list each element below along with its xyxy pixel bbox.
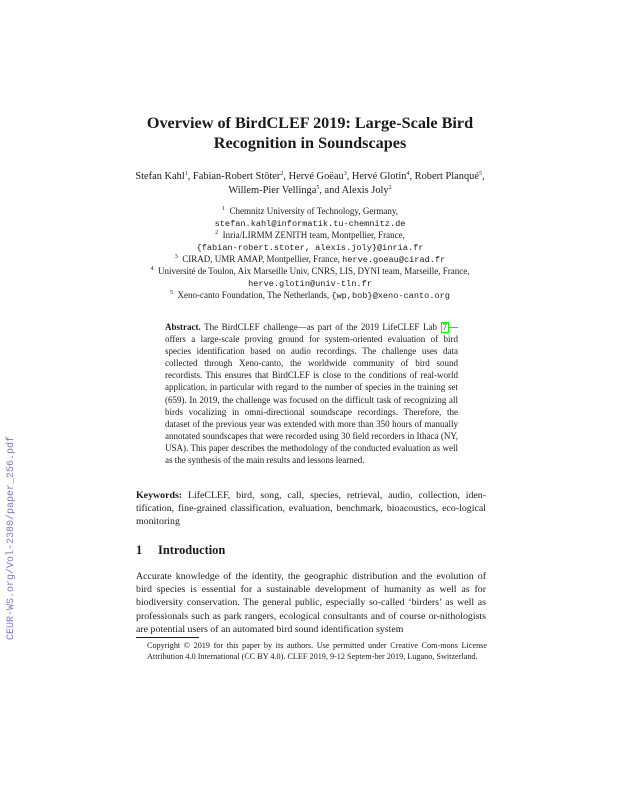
keywords xyxy=(136,489,486,529)
email[interactable]: herve.glotin@univ-tln.fr xyxy=(248,279,372,290)
email[interactable]: {fabian-robert.stoter, alexis.joly}@inria.fr xyxy=(196,243,424,254)
email[interactable]: stefan.kahl@informatik.tu-chemnitz.de xyxy=(214,219,406,230)
section-title: Introduction xyxy=(158,543,226,557)
keywords-label: Keywords: xyxy=(136,490,183,501)
affiliation-5: $^5$ Xeno-canto Foundation, The Netherlands, {wp,bob}@xeno-canto.org xyxy=(170,290,450,301)
author: Fabian-Robert Stöter$^2$, xyxy=(192,171,289,182)
affiliation-4: $^4$ Université de Toulon, Aix Marseille Univ, CNRS, LIS, DYNI team, Marseille, France, herve.glotin@univ-tln.fr xyxy=(150,266,470,290)
copyright-footnote: Copyright © 2019 for this paper by its authors. Use permitted under Creative Com-mons License Attribution 4.0 International (CC BY 4.0). CLEF 2019, 9-12 Septem-ber 2019, Lugano, Switzerland. xyxy=(147,641,487,662)
footnote-rule xyxy=(136,637,199,638)
section-number: 1 xyxy=(136,543,143,557)
author: Hervé Glotin$^4$, xyxy=(351,171,415,182)
author: Robert Planqué$^5$, xyxy=(414,171,485,182)
author: Stefan Kahl$^1$, xyxy=(135,171,193,182)
author: Hervé Goëau$^3$, xyxy=(288,171,352,182)
author: Alexis Joly$^2$ xyxy=(341,185,392,196)
author: Willem-Pier Vellinga$^5$, and xyxy=(228,185,342,196)
email[interactable]: herve.goeau@cirad.fr xyxy=(342,255,446,265)
affiliation-2: $^2$ Inria/LIRMM ZENITH team, Montpellier, France, {fabian-robert.stoter, alexis.joly}@inria.fr xyxy=(196,230,424,254)
title-line-1: Overview of BirdCLEF 2019: Large-Scale Bird xyxy=(146,114,474,132)
abstract: Abstract. The BirdCLEF challenge—as part of the 2019 LifeCLEF Lab 7 —offers a large-scale proving ground for system-oriented evaluation of bird species identification based on audio recordings. The challenge uses data collected through Xeno-canto, the worldwide community of bird sound recordists. This ensures that BirdCLEF is close to the conditions of real-world application, in particular with regard to the number of species in the training set (659). In 2019, the challenge was focused on the difficult task of recognizing all birds vocalizing in omni-directional soundscape recordings. Therefore, the dataset of the previous year was extended with more than 350 hours of manually annotated soundscapes that were recorded using 30 field recorders in Ithaca (NY, USA). This paper describes the methodology of the conducted evaluation as well as the synthesis of the main results and lessons learned. xyxy=(165,322,458,466)
sidebar-url[interactable]: CEUR-WS.org/Vol-2380/paper_256.pdf xyxy=(6,435,17,640)
affiliation-1: $^1$ Chemnitz University of Technology, Germany, stefan.kahl@informatik.tu-chemnitz.de xyxy=(214,206,406,230)
intro-paragraph: Accurate knowledge of the identity, the geographic distribution and the evolution of bird species is essential for a sustainable development of humanity as well as for biodiversity conservation. The general public, especially so-called ‘birders’ as well as professionals such as park rangers, ecological consultants and of course or-nithologists are potential users of an automated bird sound identification system xyxy=(136,571,486,635)
keywords-text: LifeCLEF, bird, song, call, species, retrieval, audio, collection, iden-tification, fine-grained classification, evaluation, benchmark, bioacoustics, eco-logical monitoring xyxy=(136,490,486,528)
paper-title xyxy=(110,113,510,153)
abstract-label: Abstract. xyxy=(165,322,201,332)
citation-link[interactable]: 7 xyxy=(442,322,447,332)
title-line-2: Recognition in Soundscapes xyxy=(213,134,407,152)
email[interactable]: {wp,bob}@xeno-canto.org xyxy=(331,291,450,301)
section-heading xyxy=(136,543,225,558)
affiliation-3: $^3$ CIRAD, UMR AMAP, Montpellier, France, herve.goeau@cirad.fr xyxy=(174,254,446,265)
author-list xyxy=(130,170,490,198)
